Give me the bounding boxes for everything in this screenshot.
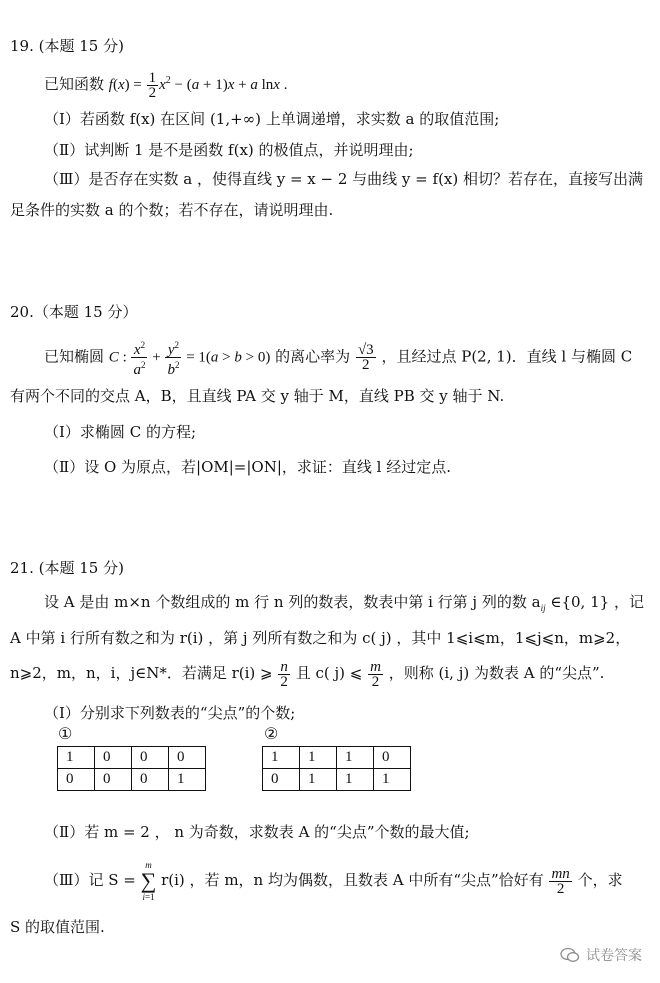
table-cell: 1: [337, 769, 374, 791]
q21-part3-a: （Ⅲ）记 S =: [44, 871, 136, 889]
table-cell: 0: [132, 769, 169, 791]
table-cell: 0: [95, 769, 132, 791]
q19-intro: 已知函数 f(x) = $\frac{1}{2}$ $x^2 - (a + 1)x + a$ lnx .: [44, 69, 288, 101]
q20-intro-prefix: 已知椭圆: [44, 347, 105, 366]
table-cell: 0: [58, 769, 95, 791]
q19-part2: （Ⅱ）试判断 1 是不是函数 f(x) 的极值点，并说明理由;: [44, 141, 414, 159]
table-cell: 1: [337, 747, 374, 769]
q21-header: 21. (本题 15 分): [10, 559, 124, 577]
table-cell: 1: [263, 747, 300, 769]
number-table-2: [262, 746, 411, 791]
q21-part1: （Ⅰ）分别求下列数表的“尖点”的个数;: [44, 704, 296, 722]
q21-part3-b: r(i) ，若 m，n 均为偶数，且数表 A 中所有“尖点”恰好有: [161, 871, 544, 889]
q19-part1: （Ⅰ）若函数 f(x) 在区间 (1,+∞) 上单调递增，求实数 a 的取值范围;: [44, 110, 500, 128]
q19-part3a: （Ⅲ）是否存在实数 a ，使得直线 y = x − 2 与曲线 y = f(x) 相切？若存在，直接写出满: [44, 170, 643, 188]
q21-line1: 设 A 是由 m×n 个数组成的 m 行 n 列的数表，数表中第 i 行第 j 列的数 $a_{ij}$ ∈{0, 1} ，记: [44, 593, 644, 613]
watermark-text: 试卷答案: [586, 948, 642, 964]
table-cell: 0: [374, 747, 411, 769]
q20-intro-suffix: ，且经过点 P(2, 1)．直线 l 与椭圆 C: [381, 347, 633, 366]
table-cell: 1: [169, 769, 206, 791]
q19-function-formula: f: [108, 77, 113, 93]
table-cell: 0: [263, 769, 300, 791]
q21-line3-b: 且 c( j) ⩽: [295, 664, 363, 682]
q20-part2: （Ⅱ）设 O 为原点，若|OM|=|ON|，求证：直线 l 经过定点.: [44, 458, 451, 476]
q21-part3-d: S 的取值范围.: [10, 918, 105, 936]
table-cell: 1: [374, 769, 411, 791]
table2-label: ②: [264, 724, 279, 743]
q19-header: 19. (本题 15 分): [10, 37, 124, 55]
table-cell: 1: [300, 747, 337, 769]
q21-line3: n⩾2，m，n，i，j∈N*．若满足 r(i) ⩾ $\frac{n}{2}$ 且 c( j) ⩽ $\frac{m}{2}$ ，则称 (i, j) 为数表 A 的“尖点”.: [10, 658, 605, 690]
table-row: [58, 747, 206, 769]
q21-line2: A 中第 i 行所有数之和为 r(i) ，第 j 列所有数之和为 c( j) ，其中 1⩽i⩽m，1⩽j⩽n，m⩾2，: [10, 629, 631, 647]
q21-part3: （Ⅲ）记 S = m ∑ i=1 r(i) ，若 m，n 均为偶数，且数表 A 中所有“尖点”恰好有 $\frac{mn}{2}$ 个，求: [44, 860, 623, 902]
number-table-1: [57, 746, 206, 791]
watermark: [560, 945, 642, 965]
table-cell: 1: [58, 747, 95, 769]
q21-line3-a: n⩾2，m，n，i，j∈N*．若满足 r(i) ⩾: [10, 664, 273, 682]
q21-line3-c: ，则称 (i, j) 为数表 A 的“尖点”.: [388, 664, 605, 682]
table-row: [263, 769, 411, 791]
q21-part3-c: 个，求: [577, 871, 623, 889]
q19-part3b: 足条件的实数 a 的个数；若不存在，请说明理由.: [10, 201, 334, 219]
table-cell: 0: [132, 747, 169, 769]
q20-part1: （Ⅰ）求椭圆 C 的方程;: [44, 423, 196, 441]
q20-line2: 有两个不同的交点 A，B，且直线 PA 交 y 轴于 M，直线 PB 交 y 轴于 N.: [10, 387, 505, 405]
table-row: [58, 769, 206, 791]
table-cell: 1: [300, 769, 337, 791]
q20-header: 20.（本题 15 分）: [10, 303, 138, 321]
q21-line1-end: ∈{0, 1} ，记: [550, 593, 644, 611]
table-cell: 0: [95, 747, 132, 769]
wechat-icon: [560, 947, 580, 963]
q21-part2: （Ⅱ）若 m = 2 ， n 为奇数，求数表 A 的“尖点”个数的最大值;: [44, 823, 470, 841]
q20-intro-mid: 的离心率为: [275, 347, 351, 366]
table1-label: ①: [58, 724, 73, 743]
q21-line1-text: 设 A 是由 m×n 个数组成的 m 行 n 列的数表，数表中第 i 行第 j 列的数 a: [44, 593, 541, 611]
table-cell: 0: [169, 747, 206, 769]
q19-intro-prefix: 已知函数: [44, 75, 105, 93]
table-row: [263, 747, 411, 769]
q20-intro: 已知椭圆 C : $\frac{x^2}{a^2}$ + $\frac{y^2}{b^2}$ = 1(a > b > 0) 的离心率为 $\frac{√3}{2}$ ，且经过点 P(2, 1)．直线 l 与椭圆 C: [44, 340, 633, 378]
